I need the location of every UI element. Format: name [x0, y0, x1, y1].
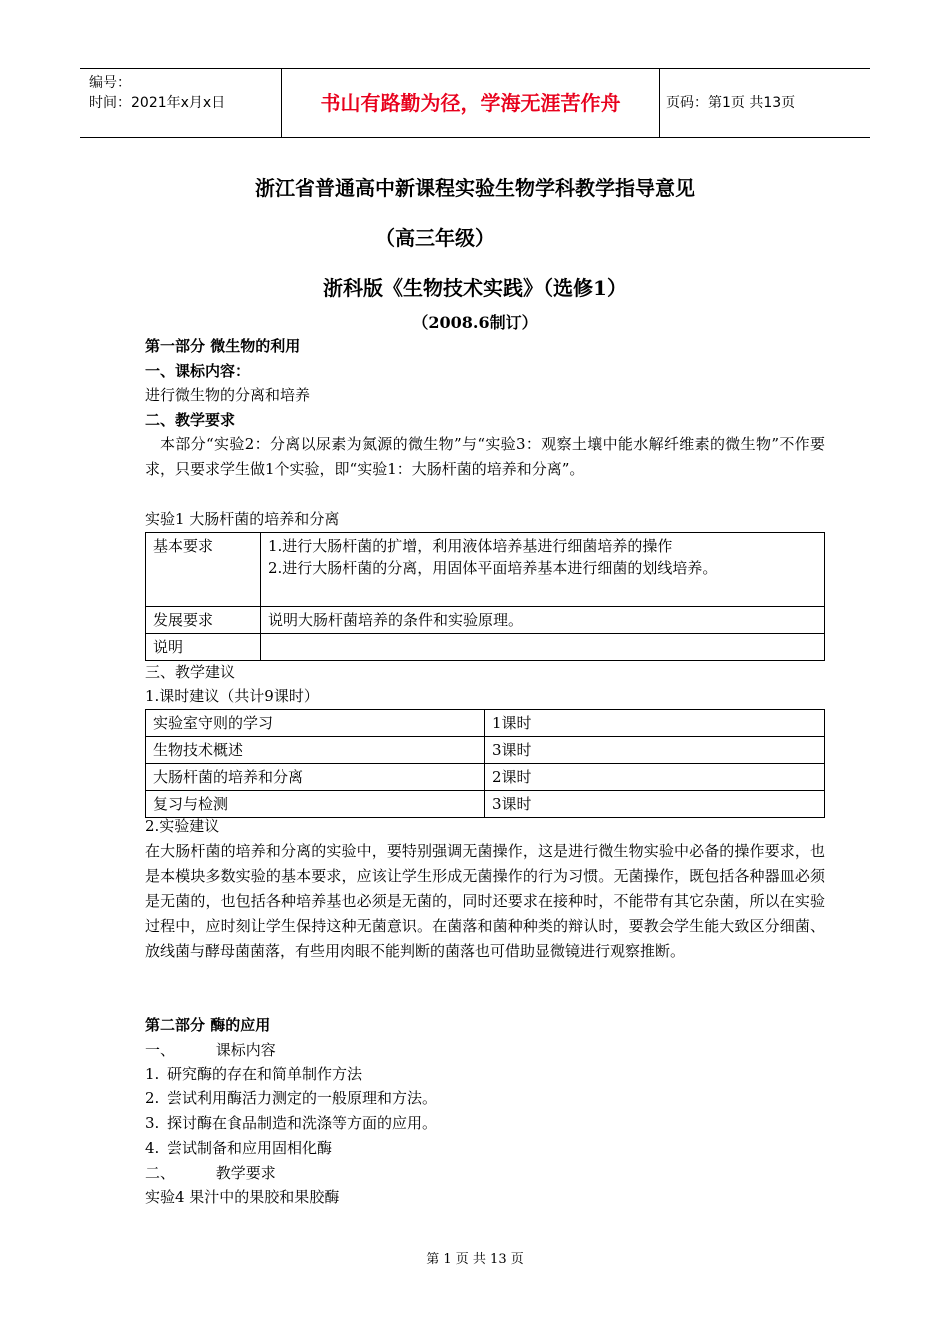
hours-value: 1课时: [485, 710, 825, 737]
time-label: 时间：2021年x月x日: [89, 95, 226, 111]
doc-grade: （高三年级）: [375, 226, 495, 250]
part1-s2-paragraph: 本部分“实验2：分离以尿素为氮源的微生物”与“实验3：观察土壤中能水解纤维素的微生物”不作要求，只要求学生做1个实验，即“实验1：大肠杆菌的培养和分离”。: [145, 435, 825, 478]
hours-heading: 1.课时建议（共计9课时）: [145, 687, 319, 705]
doc-date: （2008.6制订）: [412, 313, 538, 332]
exp1-title: 实验1 大肠杆菌的培养和分离: [145, 510, 340, 528]
list-item: [145, 1137, 332, 1159]
table-row: [146, 764, 825, 791]
hours-value: 3课时: [485, 791, 825, 818]
req-note-text: [261, 634, 825, 661]
part1-s1-heading: 一、课标内容：: [145, 362, 251, 380]
req-label-advanced: 发展要求: [146, 607, 261, 634]
part2-s2-heading: 教学要求: [215, 1164, 276, 1182]
page-header: [80, 68, 870, 138]
doc-title: 浙江省普通高中新课程实验生物学科教学指导意见: [255, 176, 695, 200]
req-basic-line1: 1.进行大肠杆菌的扩增，利用液体培养基进行细菌培养的操作: [268, 537, 673, 555]
table-row: [146, 737, 825, 764]
doc-book: 浙科版《生物技术实践》（选修1）: [323, 276, 627, 300]
req-advanced-text: 说明大肠杆菌培养的条件和实验原理。: [261, 607, 825, 634]
table-row: [146, 634, 825, 661]
part1-s2-heading: 二、教学要求: [145, 411, 236, 429]
hours-table: [145, 709, 825, 818]
part1-s1-text: 进行微生物的分离和培养: [145, 386, 311, 404]
requirements-table: [145, 532, 825, 661]
list-item: [145, 1063, 362, 1085]
hours-value: 2课时: [485, 764, 825, 791]
list-text: 尝试制备和应用固相化酶: [167, 1139, 333, 1157]
req-label-basic: 基本要求: [146, 533, 261, 607]
hours-value: 3课时: [485, 737, 825, 764]
hours-item: 大肠杆菌的培养和分离: [146, 764, 485, 791]
header-motto: 书山有路勤为径，学海无涯苦作舟: [281, 69, 660, 137]
req-basic-cell: [261, 533, 825, 607]
req-basic-line2: 2.进行大肠杆菌的分离，用固体平面培养基本进行细菌的划线培养。: [268, 559, 718, 577]
number-label: 编号：: [89, 75, 131, 91]
part2-s1-heading: 课标内容: [215, 1041, 276, 1059]
hours-item: 复习与检测: [146, 791, 485, 818]
list-text: 探讨酶在食品制造和洗涤等方面的应用。: [167, 1114, 438, 1132]
hours-item: 生物技术概述: [146, 737, 485, 764]
list-num: 1.: [145, 1065, 160, 1083]
part1-s3-heading: 三、教学建议: [145, 663, 236, 681]
header-page-info: 页码：第1页 共13页: [666, 95, 796, 111]
list-text: 尝试利用酶活力测定的一般原理和方法。: [167, 1089, 438, 1107]
hours-item: 实验室守则的学习: [146, 710, 485, 737]
table-row: [146, 607, 825, 634]
list-item: [145, 1112, 437, 1134]
exp-paragraph: 在大肠杆菌的培养和分离的实验中，要特别强调无菌操作，这是进行微生物实验中必备的操作要求，也是本模块多数实验的基本要求，应该让学生形成无菌操作的行为习惯。无菌操作，既包括各种器皿必须是无菌的，也包括各种培养基也必须是无菌的，同时还要求在接种时，不能带有其它杂菌，所以在实验过程中，应时刻让学生保持这种无菌意识。在菌落和菌种种类的辩认时，要教会学生能大致区分细菌、放线菌与酵母菌菌落，有些用肉眼不能判断的菌落也可借助显微镜进行观察推断。: [145, 842, 825, 960]
table-row: [146, 710, 825, 737]
list-num: 4.: [145, 1139, 160, 1157]
part1-heading: 第一部分 微生物的利用: [145, 337, 301, 355]
part2-heading: 第二部分 酶的应用: [145, 1016, 271, 1034]
list-num: 3.: [145, 1114, 160, 1132]
list-item: [145, 1087, 437, 1109]
table-row: [146, 791, 825, 818]
req-label-note: 说明: [146, 634, 261, 661]
part2-s1: [145, 1039, 276, 1061]
exp-heading: 2.实验建议: [145, 817, 220, 835]
table-row: [146, 533, 825, 607]
list-num: 2.: [145, 1089, 160, 1107]
header-meta: [80, 69, 280, 137]
part2-s2-num: 二、: [145, 1164, 176, 1182]
part2-s1-num: 一、: [145, 1041, 176, 1059]
list-text: 研究酶的存在和简单制作方法: [167, 1065, 363, 1083]
exp4-title: 实验4 果汁中的果胶和果胶酶: [145, 1188, 340, 1206]
page-footer: 第 1 页 共 13 页: [426, 1252, 524, 1267]
part2-s2: [145, 1162, 276, 1184]
